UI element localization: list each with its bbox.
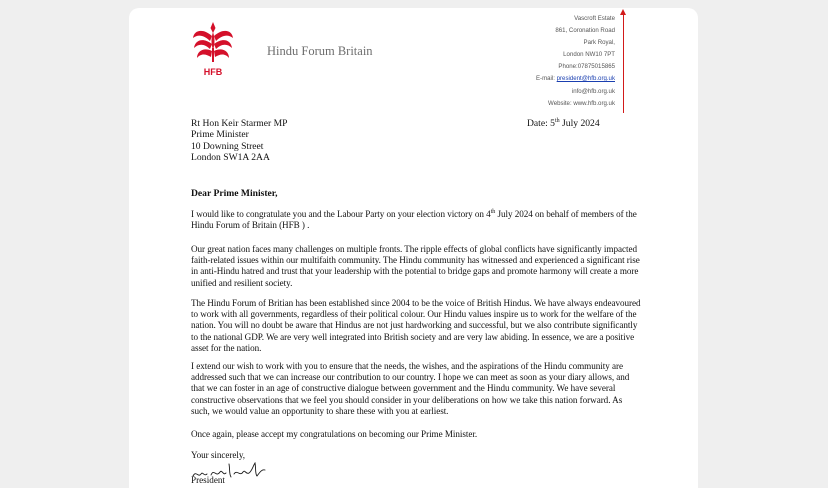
email-link[interactable]: president@hfb.org.uk [556,75,615,83]
address-line: London NW10 7PT [563,51,615,59]
paragraph-challenges: Our great nation faces many challenges on multiple fronts. The ripple effects of global conflicts have significantly impacted faith-related issues within our multifaith community. The Hindu community has witnessed and experienced a significant rise in anti-Hindu hatred and trust that your leadership with the potential to bridge gaps and promote harmony will create a more unified and resilient society. [191,244,640,288]
recipient-line: Rt Hon Keir Starmer MP [191,118,288,129]
recipient-line: London SW1A 2AA [191,152,270,164]
recipient-line: Prime Minister [191,129,249,141]
email-line [536,73,615,85]
recipient-line: 10 Downing Street [191,140,264,152]
hfb-logo [191,20,235,78]
recipient-address [191,118,287,164]
address-line: Park Royal, [583,39,615,47]
paragraph-request: I extend our wish to work with you to ensure that the needs, the wishes, and the aspirations of the Hindu community are addressed such that we can increase our contribution to our country. I hope we can meet as soon as your diary allows, and that we can foster in an age of constructive dialogue between government and the Hindu community. We have several constructive observations that we feel you should consider in your deliberations on how we take this nation forward. As such, we would value an opportunity to share these with you at earliest. [191,361,630,416]
signer-title: President [191,475,225,485]
phone-line: Phone:07875015865 [558,63,615,71]
letter-date: Date: 5th July 2024 [527,117,600,129]
closing-phrase: Your sincerely, [191,450,245,460]
address-line: Vascroft Estate [574,15,615,22]
logo-text: HFB [203,67,223,77]
organization-name: Hindu Forum Britain [267,44,373,58]
paragraph-about-hfb: The Hindu Forum of Britian has been established since 2004 to be the voice of British Hindus. We have always endeavoured to work with all governments, regardless of their political colour. Our Hindu values inspire us to work for the welfare of the nation. You will no doubt be aware that Hindus are not just hardworking and successful, but we also contribute significantly to the national GDP. We are very well integrated into British society and are very law abiding. In essence, we are a positive asset for the nation. [191,298,641,353]
salutation: Dear Prime Minister, [191,188,278,199]
paragraph-closing: Once again, please accept my congratulations on becoming our Prime Minister. [191,429,478,439]
address-line: 861, Coronation Road [555,27,615,35]
email-label: E-mail: [535,75,557,83]
address-block [536,13,615,110]
letter-page [129,8,698,488]
info-email: info@hfb.org.uk [571,87,615,95]
paragraph-congratulations: I would like to congratulate you and the Labour Party on your election victory on 4th July 2024 on behalf of members of the Hindu Forum of Britain (HFB ) . [191,208,637,231]
header-divider [623,14,624,113]
website-line: Website: www.hfb.org.uk [548,99,615,107]
